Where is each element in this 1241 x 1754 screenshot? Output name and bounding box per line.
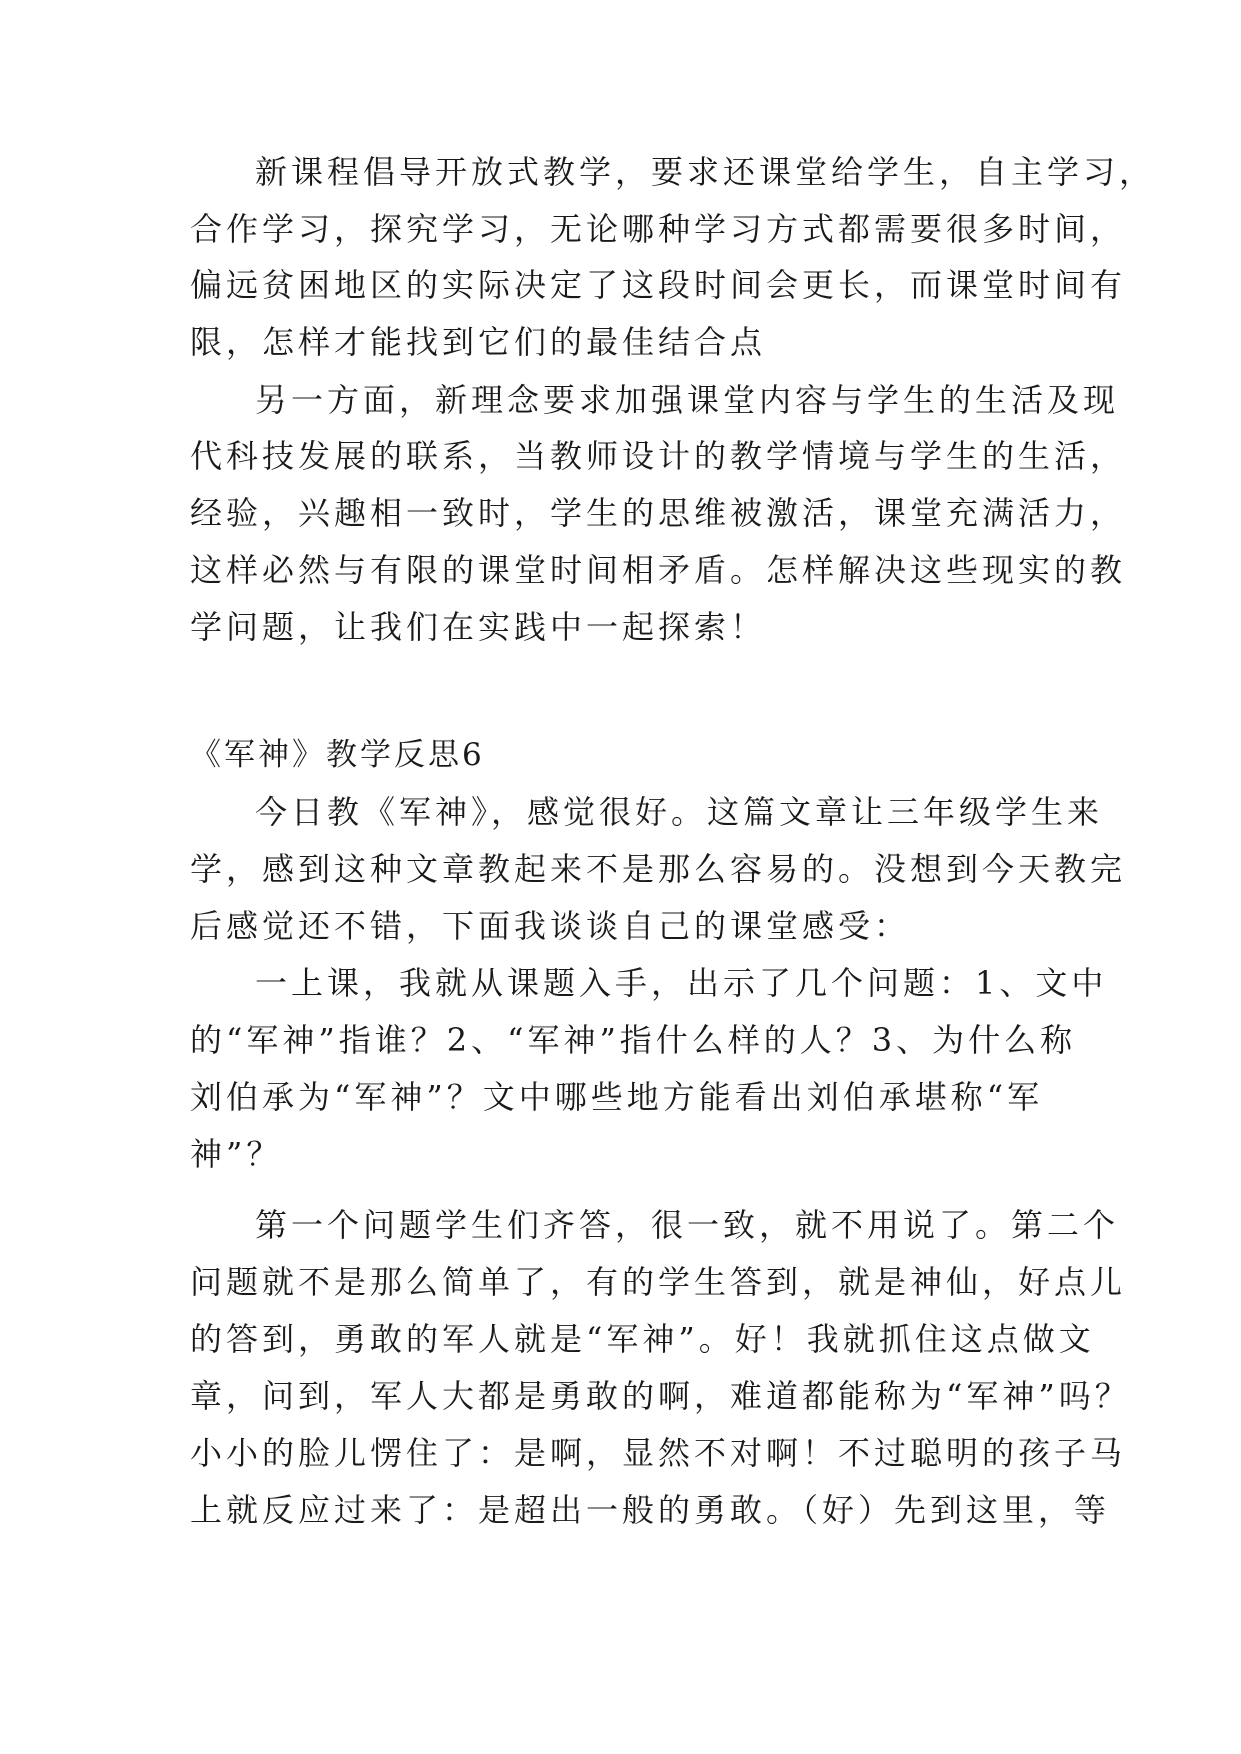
- paragraph-line: 的“军神”指谁？2、“军神”指什么样的人？3、为什么称: [190, 1021, 1077, 1059]
- paragraph-line: 偏远贫困地区的实际决定了这段时间会更长，而课堂时间有: [190, 266, 1127, 304]
- paragraph-line: 小小的脸儿愣住了：是啊，显然不对啊！不过聪明的孩子马: [190, 1434, 1127, 1472]
- paragraph-line: 神”？: [190, 1135, 283, 1173]
- paragraph-line: 后感觉还不错，下面我谈谈自己的课堂感受：: [190, 907, 911, 945]
- paragraph-line: 代科技发展的联系，当教师设计的教学情境与学生的生活，: [190, 437, 1127, 475]
- paragraph-line: 合作学习，探究学习，无论哪种学习方式都需要很多时间，: [190, 210, 1127, 248]
- paragraph-line: 上就反应过来了：是超出一般的勇敢。（好）先到这里，等: [190, 1491, 1111, 1529]
- paragraph-line: 学问题，让我们在实践中一起探索！: [190, 608, 767, 646]
- paragraph-line: 刘伯承为“军神”？文中哪些地方能看出刘伯承堪称“军: [190, 1078, 1044, 1116]
- paragraph-line: 第一个问题学生们齐答，很一致，就不用说了。第二个: [255, 1206, 1120, 1244]
- paragraph-line: 经验，兴趣相一致时，学生的思维被激活，课堂充满活力，: [190, 494, 1127, 532]
- section-heading: 《军神》教学反思6: [190, 737, 485, 773]
- paragraph-line: 今日教《军神》，感觉很好。这篇文章让三年级学生来: [255, 793, 1104, 831]
- paragraph-line: 新课程倡导开放式教学，要求还课堂给学生，自主学习，: [255, 153, 1156, 191]
- paragraph-line: 章，问到，军人大都是勇敢的啊，难道都能称为“军神”吗？: [190, 1377, 1131, 1415]
- paragraph-line: 限，怎样才能找到它们的最佳结合点: [190, 323, 767, 361]
- paragraph-line: 的答到，勇敢的军人就是“军神”。好！我就抓住这点做文: [190, 1320, 1095, 1358]
- paragraph-line: 问题就不是那么简单了，有的学生答到，就是神仙，好点儿: [190, 1263, 1127, 1301]
- paragraph-line: 一上课，我就从课题入手，出示了几个问题：1、文中: [255, 964, 1108, 1002]
- paragraph-line: 这样必然与有限的课堂时间相矛盾。怎样解决这些现实的教: [190, 551, 1127, 589]
- paragraph-line: 另一方面，新理念要求加强课堂内容与学生的生活及现: [255, 381, 1120, 419]
- paragraph-line: 学，感到这种文章教起来不是那么容易的。没想到今天教完: [190, 850, 1127, 888]
